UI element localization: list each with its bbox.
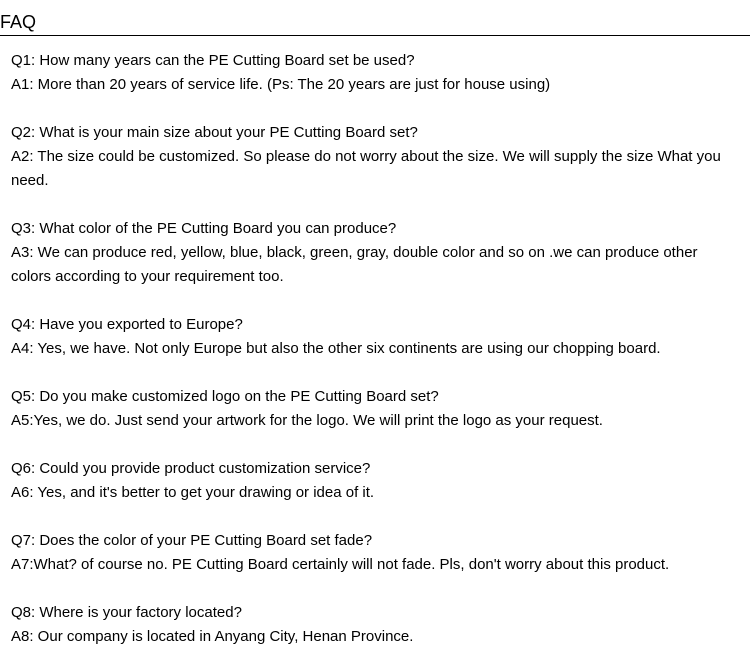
faq-question: Q4: Have you exported to Europe? [11, 316, 243, 333]
faq-answer: A1: More than 20 years of service life. (Ps: The 20 years are just for house using) [11, 76, 551, 93]
faq-item-7 [11, 529, 740, 577]
faq-item-6 [11, 457, 740, 505]
faq-question: Q3: What color of the PE Cutting Board you can produce? [11, 220, 397, 237]
faq-item-5 [11, 385, 740, 433]
faq-question: Q7: Does the color of your PE Cutting Board set fade? [11, 532, 373, 549]
faq-question: Q1: How many years can the PE Cutting Board set be used? [11, 52, 415, 69]
faq-question: Q6: Could you provide product customization service? [11, 460, 371, 477]
faq-answer: A2: The size could be customized. So please do not worry about the size. We will supply the size What you need. [11, 148, 721, 189]
faq-answer: A4: Yes, we have. Not only Europe but also the other six continents are using our chopping board. [11, 340, 661, 357]
faq-item-8 [11, 601, 740, 649]
faq-answer: A3: We can produce red, yellow, blue, black, green, gray, double color and so on .we can produce other colors according to your requirement too. [11, 244, 698, 285]
faq-item-3 [11, 217, 740, 289]
faq-list [0, 36, 750, 649]
faq-header [0, 0, 750, 36]
faq-answer: A7:What? of course no. PE Cutting Board certainly will not fade. Pls, don't worry about this product. [11, 556, 670, 573]
faq-question: Q5: Do you make customized logo on the PE Cutting Board set? [11, 388, 439, 405]
page-title: FAQ [0, 12, 37, 32]
faq-answer: A6: Yes, and it's better to get your drawing or idea of it. [11, 484, 375, 501]
faq-answer: A8: Our company is located in Anyang City, Henan Province. [11, 628, 414, 645]
faq-item-1 [11, 36, 740, 97]
faq-question: Q8: Where is your factory located? [11, 604, 242, 621]
faq-answer: A5:Yes, we do. Just send your artwork for the logo. We will print the logo as your request. [11, 412, 603, 429]
faq-question: Q2: What is your main size about your PE Cutting Board set? [11, 124, 418, 141]
faq-item-4 [11, 313, 740, 361]
faq-item-2 [11, 121, 740, 193]
